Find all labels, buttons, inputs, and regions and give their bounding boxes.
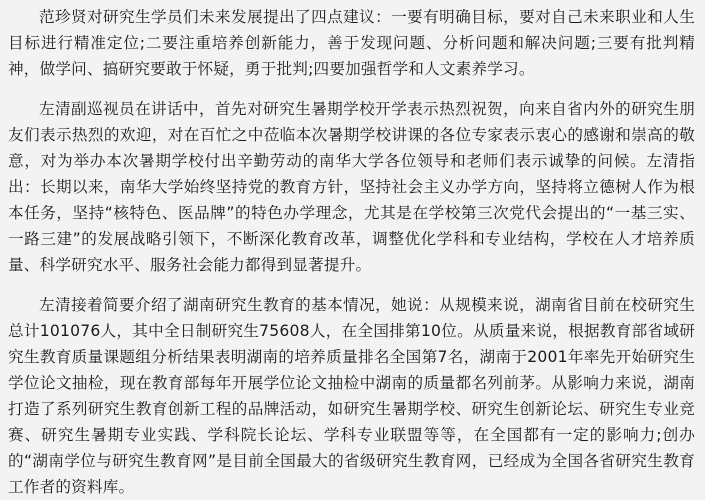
paragraph-suggestions: 范珍贤对研究生学员们未来发展提出了四点建议：一要有明确目标，要对自己未来职业和人生目标进行精准定位;二要注重培养创新能力，善于发现问题、分析问题和解决问题;三要有批判精神，做学问、搞研究要敢于怀疑，勇于批判;四要加强哲学和人文素养学习。 (8, 8, 695, 78)
paragraph-speech: 左清副巡视员在讲话中，首先对研究生暑期学校开学表示热烈祝贺，向来自省内外的研究生朋友们表示热烈的欢迎，对在百忙之中莅临本次暑期学校讲课的各位专家表示衷心的感谢和崇高的敬意，对为举办本次暑期学校付出辛勤劳动的南华大学各位领导和老师们表示诚挚的问候。左清指出：长期以来，南华大学始终坚持党的教育方针，坚持社会主义办学方向，坚持将立德树人作为根本任务，坚持“核特色、医品牌”的特色办学理念，尤其是在学校第三次党代会提出的“一基三实、一路三建”的发展战略引领下，不断深化教育改革，调整优化学科和专业结构，学校在人才培养质量、科学研究水平、服务社会能力都得到显著提升。 (8, 100, 695, 274)
paragraph-hunan-overview: 左清接着简要介绍了湖南研究生教育的基本情况，她说：从规模来说，湖南省目前在校研究生总计101076人，其中全日制研究生75608人，在全国排第10位。从质量来说，根据教育部省域研究生教育质量课题组分析结果表明湖南的培养质量排名全国第7名，湖南于2001年率先开始研究生学位论文抽检，现在教育部每年开展学位论文抽检中湖南的质量都名列前茅。从影响力来说，湖南打造了系列研究生教育创新工程的品牌活动，如研究生暑期学校、研究生创新论坛、研究生专业竞赛、研究生暑期专业实践、学科院长论坛、学科专业联盟等等，在全国都有一定的影响力;创办的“湖南学位与研究生教育网”是目前全国最大的省级研究生教育网，已经成为全国各省研究生教育工作者的资料库。 (8, 296, 695, 496)
